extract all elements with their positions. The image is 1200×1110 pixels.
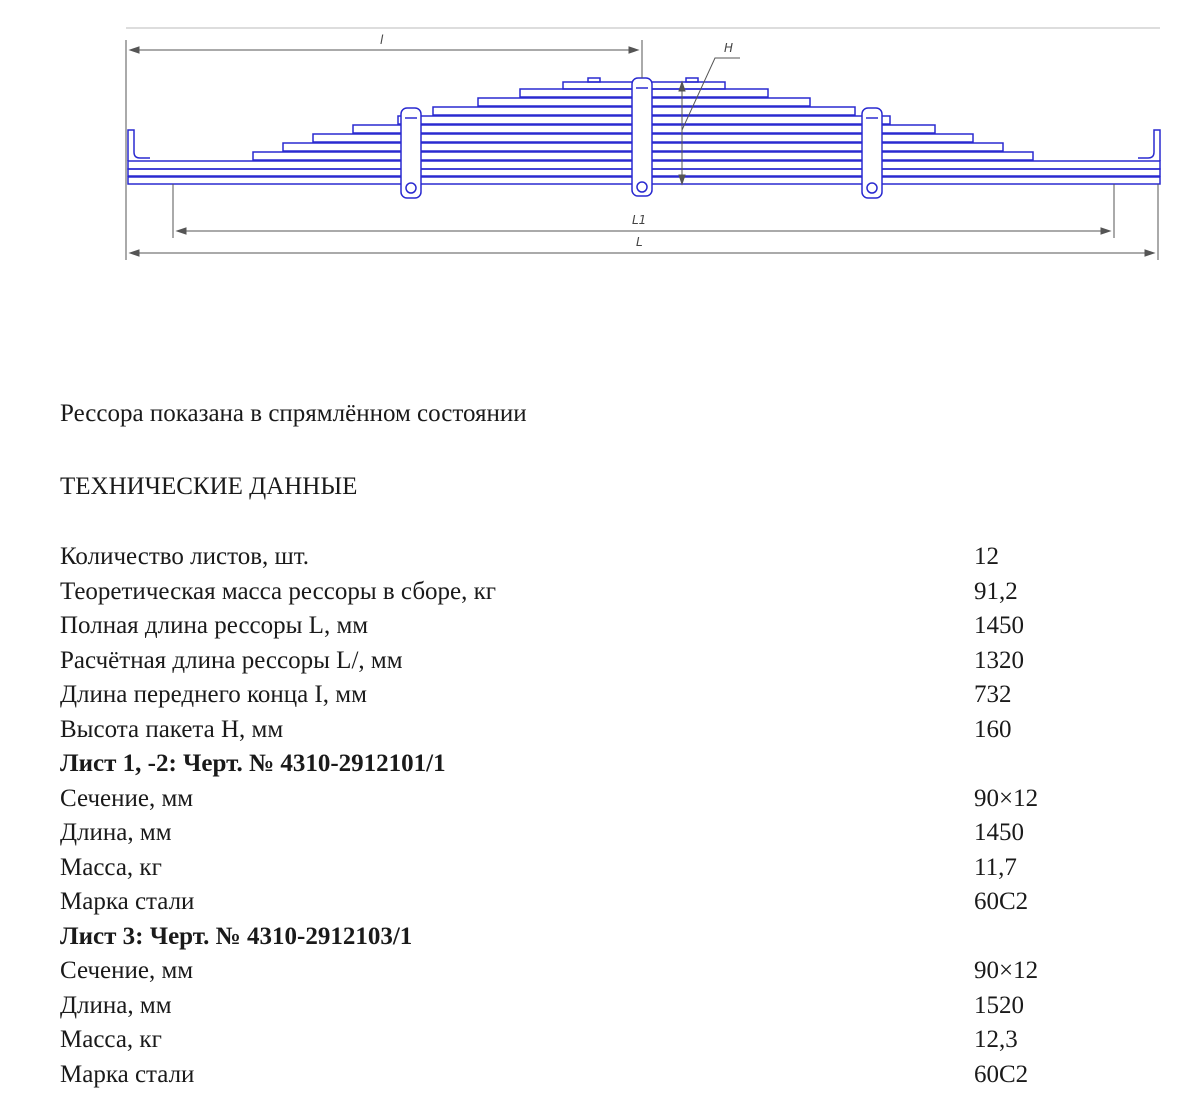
drawing-caption: Рессора показана в спрямлённом состоянии [60, 400, 527, 427]
spec-value: 90×12 [974, 957, 1039, 984]
spec-row [60, 782, 1180, 817]
spec-label: Сечение, мм [60, 784, 194, 812]
spec-row [60, 575, 1180, 610]
spec-label: Масса, кг [60, 1026, 162, 1053]
spec-label: Длина, мм [60, 991, 172, 1019]
spec-label: Расчётная длина рессоры L/, мм [60, 646, 403, 674]
leaf-spring-drawing [0, 0, 1200, 300]
spec-value: 1320 [974, 646, 1024, 674]
spec-label: Теоретическая масса рессоры в сборе, кг [60, 577, 497, 605]
spec-section-title: Лист 1, -2: Черт. № 4310-2912101/1 [60, 750, 446, 777]
spec-value: 12 [974, 543, 999, 570]
spec-value: 1450 [974, 819, 1024, 846]
spec-row [60, 1023, 1180, 1058]
spec-label: Высота пакета H, мм [60, 715, 284, 743]
spec-value: 90×12 [974, 784, 1039, 812]
spec-row [60, 816, 1180, 851]
spec-value: 11,7 [974, 853, 1017, 881]
spec-section-row [60, 920, 1180, 955]
spec-value: 60С2 [974, 1060, 1029, 1088]
spec-row [60, 713, 1180, 748]
spec-row [60, 851, 1180, 886]
spec-row [60, 885, 1180, 920]
spec-value: 160 [974, 715, 1012, 743]
spec-label: Масса, кг [60, 853, 162, 881]
spec-row [60, 609, 1180, 644]
spec-row [60, 540, 1180, 575]
spec-section-row [60, 747, 1180, 782]
spec-label: Марка стали [60, 1060, 195, 1088]
spec-row [60, 678, 1180, 713]
dim-label-front-end: l [380, 33, 384, 47]
spec-row [60, 644, 1180, 679]
leaf-spring [128, 78, 1160, 198]
dim-label-height: H [724, 41, 734, 55]
dim-label-full-length: L [636, 235, 643, 249]
spec-value: 1520 [974, 991, 1024, 1019]
spec-label: Марка стали [60, 888, 195, 915]
spec-label: Сечение, мм [60, 957, 194, 984]
spec-label: Длина переднего конца I, мм [60, 681, 367, 708]
dim-label-design-length: L1 [632, 213, 647, 227]
spec-value: 60С2 [974, 888, 1029, 915]
spec-value: 1450 [974, 612, 1024, 639]
spec-label: Полная длина рессоры L, мм [60, 612, 369, 639]
section-heading: ТЕХНИЧЕСКИЕ ДАННЫЕ [60, 473, 358, 500]
spec-value: 12,3 [974, 1026, 1018, 1053]
spec-value: 732 [974, 681, 1012, 708]
spec-label: Длина, мм [60, 819, 172, 846]
spec-section-title: Лист 3: Черт. № 4310-2912103/1 [60, 922, 413, 950]
specs-table [60, 540, 1180, 1092]
spec-row [60, 989, 1180, 1024]
spec-row [60, 954, 1180, 989]
spec-value: 91,2 [974, 577, 1018, 605]
spec-label: Количество листов, шт. [60, 543, 310, 570]
spec-row [60, 1058, 1180, 1093]
